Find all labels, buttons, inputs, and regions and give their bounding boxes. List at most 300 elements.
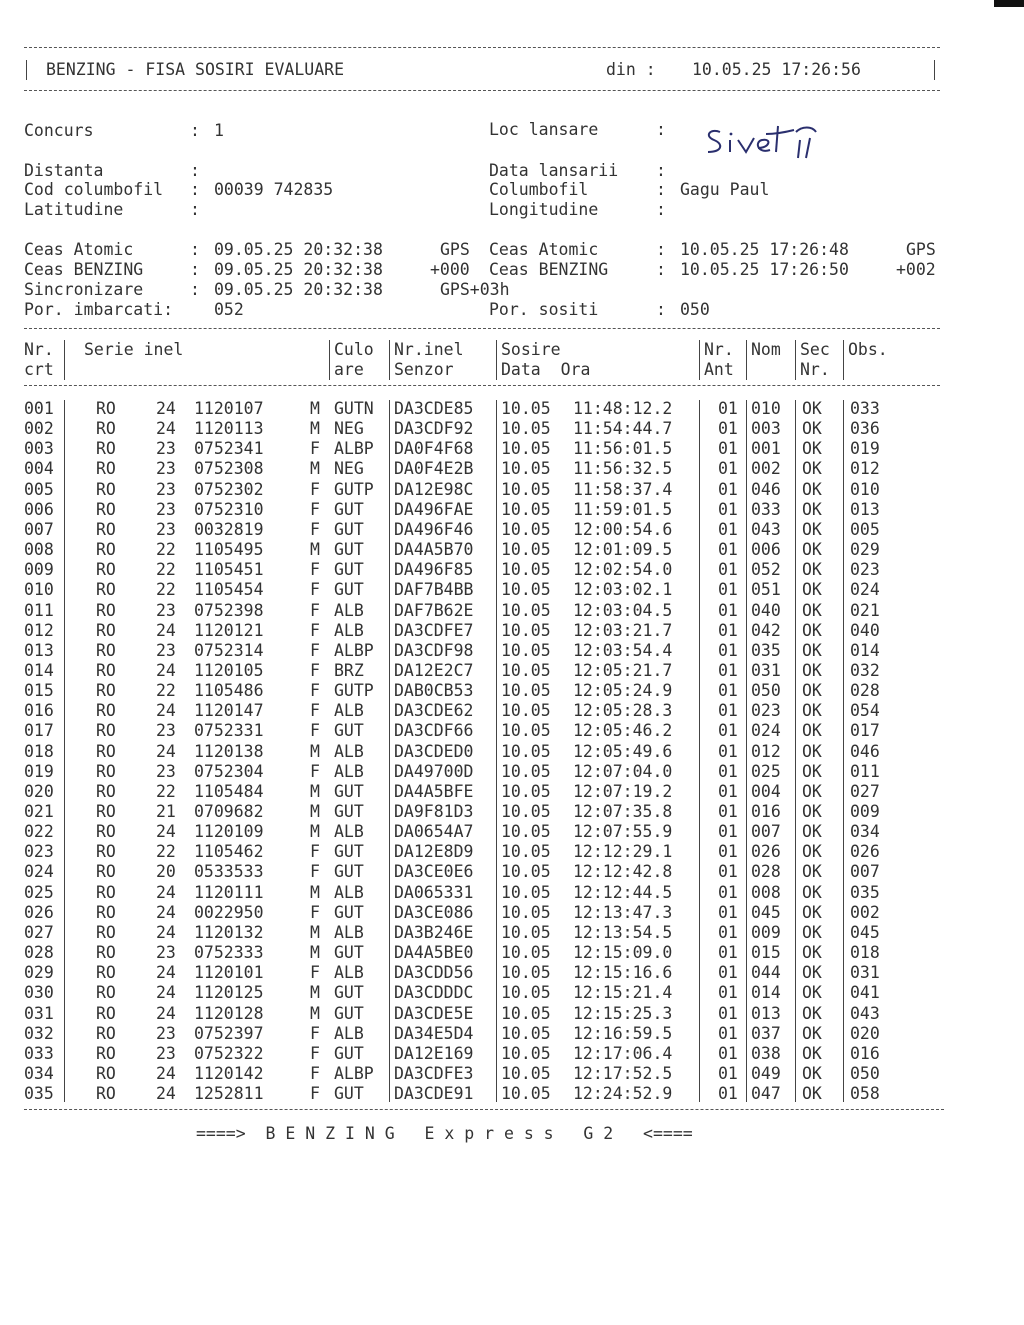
row-nom: 004 xyxy=(751,781,781,801)
row-sec: OK xyxy=(802,781,822,801)
row-year: 24 xyxy=(156,419,176,439)
row-arrival-date: 10.05 xyxy=(501,640,551,660)
row-nr: 020 xyxy=(24,781,54,801)
row-arrival-date: 10.05 xyxy=(501,802,551,821)
row-country: RO xyxy=(96,439,116,459)
row-ring-number: 0752397 xyxy=(194,1023,264,1043)
row-ring-number: 0032819 xyxy=(194,519,264,539)
row-sex: F xyxy=(310,681,320,701)
sincronizare-colon: : xyxy=(190,280,200,299)
row-year: 24 xyxy=(156,399,176,418)
row-color: ALB xyxy=(334,822,364,842)
row-sec: OK xyxy=(802,822,822,842)
row-sec: OK xyxy=(802,1063,822,1083)
row-sep xyxy=(389,400,390,1102)
row-sep xyxy=(699,400,700,1102)
row-year: 23 xyxy=(156,640,176,660)
row-color: ALB xyxy=(334,620,364,640)
row-sex: M xyxy=(310,943,320,963)
row-color: GUT xyxy=(334,519,364,539)
row-sensor-ring: DA0F4E2B xyxy=(394,459,474,479)
row-nr: 001 xyxy=(24,399,54,418)
row-sensor-ring: DA3CDE5E xyxy=(394,1003,474,1023)
table-top-divider xyxy=(24,328,940,329)
row-nom: 013 xyxy=(751,1003,781,1023)
row-country: RO xyxy=(96,802,116,821)
row-obs: 046 xyxy=(850,741,880,761)
row-sec: OK xyxy=(802,1084,822,1104)
row-year: 23 xyxy=(156,943,176,963)
row-antenna: 01 xyxy=(718,439,738,459)
row-nom: 002 xyxy=(751,459,781,479)
row-nr: 023 xyxy=(24,842,54,862)
row-year: 24 xyxy=(156,983,176,1003)
col-sec-2: Nr. xyxy=(800,360,830,379)
row-antenna: 01 xyxy=(718,822,738,842)
row-year: 23 xyxy=(156,1043,176,1063)
row-arrival-date: 10.05 xyxy=(501,560,551,580)
row-sec: OK xyxy=(802,580,822,600)
row-ring-number: 1105454 xyxy=(194,580,264,600)
row-country: RO xyxy=(96,519,116,539)
row-sensor-ring: DA49700D xyxy=(394,761,474,781)
col-nr-crt-2: crt xyxy=(24,360,54,379)
row-arrival-date: 10.05 xyxy=(501,781,551,801)
document-title: BENZING - FISA SOSIRI EVALUARE xyxy=(46,60,345,79)
row-sensor-ring: DA4A5BE0 xyxy=(394,943,474,963)
row-antenna: 01 xyxy=(718,701,738,721)
row-arrival-time: 11:48:12.2 xyxy=(573,399,673,418)
row-arrival-date: 10.05 xyxy=(501,1023,551,1043)
row-sensor-ring: DAF7B62E xyxy=(394,600,474,620)
row-ring-number: 1120111 xyxy=(194,882,264,902)
row-ring-number: 0752310 xyxy=(194,499,264,519)
row-obs: 011 xyxy=(850,761,880,781)
row-ring-number: 1120128 xyxy=(194,1003,264,1023)
por-sositi-colon: : xyxy=(656,300,666,319)
row-sensor-ring: DA3CDF92 xyxy=(394,419,474,439)
row-sensor-ring: DA3CDED0 xyxy=(394,741,474,761)
row-sec: OK xyxy=(802,802,822,821)
row-arrival-time: 12:03:02.1 xyxy=(573,580,673,600)
row-sex: F xyxy=(310,640,320,660)
row-arrival-date: 10.05 xyxy=(501,1043,551,1063)
row-country: RO xyxy=(96,842,116,862)
row-antenna: 01 xyxy=(718,519,738,539)
header-left-bar xyxy=(26,60,27,80)
col-nr-crt-1: Nr. xyxy=(24,340,54,359)
row-nom: 047 xyxy=(751,1084,781,1104)
row-arrival-date: 10.05 xyxy=(501,1084,551,1104)
row-arrival-date: 10.05 xyxy=(501,620,551,640)
row-nom: 049 xyxy=(751,1063,781,1083)
row-arrival-date: 10.05 xyxy=(501,540,551,560)
row-ring-number: 1120107 xyxy=(194,399,264,418)
row-sec: OK xyxy=(802,842,822,862)
ceas-atomic-start-src: GPS xyxy=(440,240,470,259)
ceas-benzing-start: 09.05.25 20:32:38 xyxy=(214,260,383,279)
row-nr: 005 xyxy=(24,479,54,499)
row-ring-number: 1120109 xyxy=(194,822,264,842)
row-country: RO xyxy=(96,822,116,842)
row-sex: F xyxy=(310,479,320,499)
row-sex: M xyxy=(310,540,320,560)
row-antenna: 01 xyxy=(718,1023,738,1043)
row-color: ALB xyxy=(334,761,364,781)
row-nom: 007 xyxy=(751,822,781,842)
row-antenna: 01 xyxy=(718,1003,738,1023)
row-arrival-time: 12:15:16.6 xyxy=(573,963,673,983)
row-sensor-ring: DA0654A7 xyxy=(394,822,474,842)
row-antenna: 01 xyxy=(718,882,738,902)
row-sep xyxy=(496,400,497,1102)
ceas-atomic-end-src: GPS xyxy=(906,240,936,259)
row-arrival-date: 10.05 xyxy=(501,419,551,439)
row-sensor-ring: DA4A5BFE xyxy=(394,781,474,801)
row-obs: 016 xyxy=(850,1043,880,1063)
row-arrival-time: 11:54:44.7 xyxy=(573,419,673,439)
row-year: 22 xyxy=(156,681,176,701)
row-antenna: 01 xyxy=(718,1084,738,1104)
row-country: RO xyxy=(96,963,116,983)
loc-lansare-label: Loc lansare xyxy=(489,120,599,139)
row-country: RO xyxy=(96,1023,116,1043)
row-arrival-date: 10.05 xyxy=(501,1063,551,1083)
row-year: 21 xyxy=(156,802,176,821)
row-sensor-ring: DA3CDF98 xyxy=(394,640,474,660)
col-sosire-2: Data Ora xyxy=(501,360,591,379)
row-nr: 033 xyxy=(24,1043,54,1063)
latitudine-colon: : xyxy=(190,200,200,219)
row-obs: 026 xyxy=(850,842,880,862)
row-arrival-time: 11:56:32.5 xyxy=(573,459,673,479)
row-sensor-ring: DAB0CB53 xyxy=(394,681,474,701)
row-ring-number: 0752331 xyxy=(194,721,264,741)
row-year: 20 xyxy=(156,862,176,882)
row-arrival-date: 10.05 xyxy=(501,439,551,459)
row-antenna: 01 xyxy=(718,983,738,1003)
row-arrival-time: 12:07:19.2 xyxy=(573,781,673,801)
hdr-sep xyxy=(389,340,390,380)
row-country: RO xyxy=(96,640,116,660)
row-ring-number: 1105451 xyxy=(194,560,264,580)
row-nr: 010 xyxy=(24,580,54,600)
row-country: RO xyxy=(96,620,116,640)
row-nr: 014 xyxy=(24,660,54,680)
hdr-sep xyxy=(496,340,497,380)
por-imbarcati-value: 052 xyxy=(214,300,244,319)
row-year: 24 xyxy=(156,922,176,942)
row-antenna: 01 xyxy=(718,419,738,439)
row-arrival-time: 12:07:35.8 xyxy=(573,802,673,821)
longitudine-colon: : xyxy=(656,200,666,219)
row-sensor-ring: DA3CDDDC xyxy=(394,983,474,1003)
row-nom: 010 xyxy=(751,399,781,418)
cod-columbofil-colon: : xyxy=(190,180,200,199)
row-ring-number: 1105486 xyxy=(194,681,264,701)
row-ring-number: 0752302 xyxy=(194,479,264,499)
hdr-sep xyxy=(64,340,65,380)
row-ring-number: 0752341 xyxy=(194,439,264,459)
row-arrival-time: 12:03:54.4 xyxy=(573,640,673,660)
row-sec: OK xyxy=(802,459,822,479)
row-sex: F xyxy=(310,761,320,781)
row-sec: OK xyxy=(802,681,822,701)
row-color: GUT xyxy=(334,1003,364,1023)
row-arrival-time: 12:05:49.6 xyxy=(573,741,673,761)
row-sensor-ring: DA496FAE xyxy=(394,499,474,519)
por-sositi-label: Por. sositi xyxy=(489,300,599,319)
row-obs: 007 xyxy=(850,862,880,882)
row-arrival-time: 11:58:37.4 xyxy=(573,479,673,499)
row-antenna: 01 xyxy=(718,479,738,499)
row-sex: F xyxy=(310,660,320,680)
row-obs: 024 xyxy=(850,580,880,600)
row-arrival-date: 10.05 xyxy=(501,922,551,942)
row-nr: 026 xyxy=(24,902,54,922)
row-color: BRZ xyxy=(334,660,364,680)
row-nom: 033 xyxy=(751,499,781,519)
ceas-atomic-right-colon: : xyxy=(656,240,666,259)
row-nom: 016 xyxy=(751,802,781,821)
row-country: RO xyxy=(96,862,116,882)
row-nom: 001 xyxy=(751,439,781,459)
row-nr: 025 xyxy=(24,882,54,902)
row-color: ALB xyxy=(334,882,364,902)
row-sex: F xyxy=(310,842,320,862)
row-nr: 029 xyxy=(24,963,54,983)
ceas-atomic-start: 09.05.25 20:32:38 xyxy=(214,240,383,259)
row-sensor-ring: DA3CE0E6 xyxy=(394,862,474,882)
row-nr: 006 xyxy=(24,499,54,519)
row-obs: 041 xyxy=(850,983,880,1003)
row-nr: 032 xyxy=(24,1023,54,1043)
row-antenna: 01 xyxy=(718,540,738,560)
row-sensor-ring: DA34E5D4 xyxy=(394,1023,474,1043)
row-nom: 012 xyxy=(751,741,781,761)
row-ring-number: 0752398 xyxy=(194,600,264,620)
row-obs: 040 xyxy=(850,620,880,640)
row-nr: 017 xyxy=(24,721,54,741)
row-sex: F xyxy=(310,1023,320,1043)
row-obs: 027 xyxy=(850,781,880,801)
ceas-atomic-colon: : xyxy=(190,240,200,259)
row-arrival-time: 12:05:46.2 xyxy=(573,721,673,741)
row-country: RO xyxy=(96,499,116,519)
row-year: 24 xyxy=(156,822,176,842)
row-obs: 032 xyxy=(850,660,880,680)
row-sec: OK xyxy=(802,943,822,963)
row-country: RO xyxy=(96,1063,116,1083)
row-sensor-ring: DA12E8D9 xyxy=(394,842,474,862)
row-sep xyxy=(64,400,65,1102)
row-sep xyxy=(843,400,844,1102)
row-arrival-date: 10.05 xyxy=(501,741,551,761)
row-sec: OK xyxy=(802,620,822,640)
row-obs: 029 xyxy=(850,540,880,560)
row-color: GUT xyxy=(334,1084,364,1104)
distanta-label: Distanta xyxy=(24,161,104,180)
row-color: GUT xyxy=(334,721,364,741)
row-antenna: 01 xyxy=(718,499,738,519)
row-nom: 035 xyxy=(751,640,781,660)
row-sec: OK xyxy=(802,1003,822,1023)
row-year: 23 xyxy=(156,499,176,519)
row-year: 23 xyxy=(156,721,176,741)
col-culoare-2: are xyxy=(334,360,364,379)
row-antenna: 01 xyxy=(718,620,738,640)
row-country: RO xyxy=(96,781,116,801)
row-sex: F xyxy=(310,862,320,882)
row-antenna: 01 xyxy=(718,802,738,821)
row-nr: 019 xyxy=(24,761,54,781)
row-sep xyxy=(795,400,796,1102)
row-antenna: 01 xyxy=(718,399,738,418)
row-arrival-time: 12:12:29.1 xyxy=(573,842,673,862)
row-antenna: 01 xyxy=(718,1043,738,1063)
row-year: 23 xyxy=(156,439,176,459)
row-arrival-date: 10.05 xyxy=(501,701,551,721)
row-year: 23 xyxy=(156,600,176,620)
ceas-benzing-end-offset: +002 xyxy=(896,260,936,279)
row-antenna: 01 xyxy=(718,721,738,741)
row-obs: 005 xyxy=(850,519,880,539)
row-year: 24 xyxy=(156,1084,176,1104)
row-arrival-date: 10.05 xyxy=(501,862,551,882)
row-antenna: 01 xyxy=(718,560,738,580)
row-nr: 018 xyxy=(24,741,54,761)
row-sensor-ring: DA9F81D3 xyxy=(394,802,474,821)
row-sex: M xyxy=(310,822,320,842)
row-color: GUT xyxy=(334,842,364,862)
row-sex: F xyxy=(310,600,320,620)
col-sec-1: Sec xyxy=(800,340,830,359)
row-year: 22 xyxy=(156,781,176,801)
row-sex: M xyxy=(310,399,320,418)
row-nom: 006 xyxy=(751,540,781,560)
row-ring-number: 1120125 xyxy=(194,983,264,1003)
row-nr: 031 xyxy=(24,1003,54,1023)
row-country: RO xyxy=(96,600,116,620)
row-sex: M xyxy=(310,882,320,902)
row-color: ALB xyxy=(334,600,364,620)
row-country: RO xyxy=(96,681,116,701)
row-obs: 020 xyxy=(850,1023,880,1043)
row-antenna: 01 xyxy=(718,660,738,680)
row-year: 23 xyxy=(156,761,176,781)
row-nr: 002 xyxy=(24,419,54,439)
row-nom: 026 xyxy=(751,842,781,862)
row-arrival-time: 12:12:42.8 xyxy=(573,862,673,882)
row-antenna: 01 xyxy=(718,1063,738,1083)
row-sensor-ring: DA3CDFE7 xyxy=(394,620,474,640)
row-sensor-ring: DA3CDE85 xyxy=(394,399,474,418)
columbofil-colon: : xyxy=(656,180,666,199)
row-country: RO xyxy=(96,660,116,680)
row-year: 24 xyxy=(156,660,176,680)
row-sensor-ring: DA12E2C7 xyxy=(394,660,474,680)
row-sec: OK xyxy=(802,721,822,741)
row-obs: 010 xyxy=(850,479,880,499)
row-nom: 025 xyxy=(751,761,781,781)
row-sex: F xyxy=(310,902,320,922)
row-country: RO xyxy=(96,560,116,580)
row-sex: F xyxy=(310,439,320,459)
row-arrival-time: 12:17:52.5 xyxy=(573,1063,673,1083)
row-antenna: 01 xyxy=(718,862,738,882)
row-color: GUT xyxy=(334,862,364,882)
row-arrival-time: 12:05:21.7 xyxy=(573,660,673,680)
row-sensor-ring: DA3CDF66 xyxy=(394,721,474,741)
row-arrival-time: 12:16:59.5 xyxy=(573,1023,673,1043)
row-arrival-date: 10.05 xyxy=(501,499,551,519)
row-year: 23 xyxy=(156,1023,176,1043)
distanta-colon: : xyxy=(190,161,200,180)
row-color: GUT xyxy=(334,540,364,560)
row-ring-number: 1105462 xyxy=(194,842,264,862)
row-country: RO xyxy=(96,399,116,418)
row-arrival-date: 10.05 xyxy=(501,761,551,781)
row-sensor-ring: DA065331 xyxy=(394,882,474,902)
row-arrival-date: 10.05 xyxy=(501,822,551,842)
col-nom: Nom xyxy=(751,340,781,359)
row-arrival-time: 12:03:04.5 xyxy=(573,600,673,620)
hdr-sep xyxy=(843,340,844,380)
row-ring-number: 0752308 xyxy=(194,459,264,479)
columbofil-label: Columbofil xyxy=(489,180,589,199)
row-obs: 031 xyxy=(850,963,880,983)
row-nr: 003 xyxy=(24,439,54,459)
row-year: 24 xyxy=(156,963,176,983)
row-obs: 002 xyxy=(850,902,880,922)
row-arrival-time: 12:24:52.9 xyxy=(573,1084,673,1104)
columbofil-value: Gagu Paul xyxy=(680,180,770,199)
ceas-benzing-label: Ceas BENZING xyxy=(24,260,144,279)
row-nr: 030 xyxy=(24,983,54,1003)
row-sex: M xyxy=(310,419,320,439)
row-arrival-date: 10.05 xyxy=(501,943,551,963)
row-ring-number: 1252811 xyxy=(194,1084,264,1104)
row-sex: F xyxy=(310,701,320,721)
row-country: RO xyxy=(96,1043,116,1063)
row-sec: OK xyxy=(802,922,822,942)
row-sensor-ring: DA3B246E xyxy=(394,922,474,942)
row-nr: 016 xyxy=(24,701,54,721)
table-header-divider xyxy=(24,385,940,386)
row-color: GUT xyxy=(334,560,364,580)
row-color: GUT xyxy=(334,1043,364,1063)
row-nom: 042 xyxy=(751,620,781,640)
row-arrival-time: 12:03:21.7 xyxy=(573,620,673,640)
row-ring-number: 0752314 xyxy=(194,640,264,660)
row-obs: 009 xyxy=(850,802,880,821)
row-year: 23 xyxy=(156,519,176,539)
scan-edge-mark xyxy=(994,0,1024,7)
hdr-sep xyxy=(795,340,796,380)
row-sex: F xyxy=(310,721,320,741)
row-sensor-ring: DA496F85 xyxy=(394,560,474,580)
row-arrival-date: 10.05 xyxy=(501,902,551,922)
row-arrival-date: 10.05 xyxy=(501,660,551,680)
row-sensor-ring: DA3CDE91 xyxy=(394,1084,474,1104)
row-nr: 013 xyxy=(24,640,54,660)
row-nr: 034 xyxy=(24,1063,54,1083)
row-antenna: 01 xyxy=(718,640,738,660)
row-arrival-time: 12:05:28.3 xyxy=(573,701,673,721)
row-nom: 023 xyxy=(751,701,781,721)
row-antenna: 01 xyxy=(718,681,738,701)
row-arrival-time: 12:12:44.5 xyxy=(573,882,673,902)
